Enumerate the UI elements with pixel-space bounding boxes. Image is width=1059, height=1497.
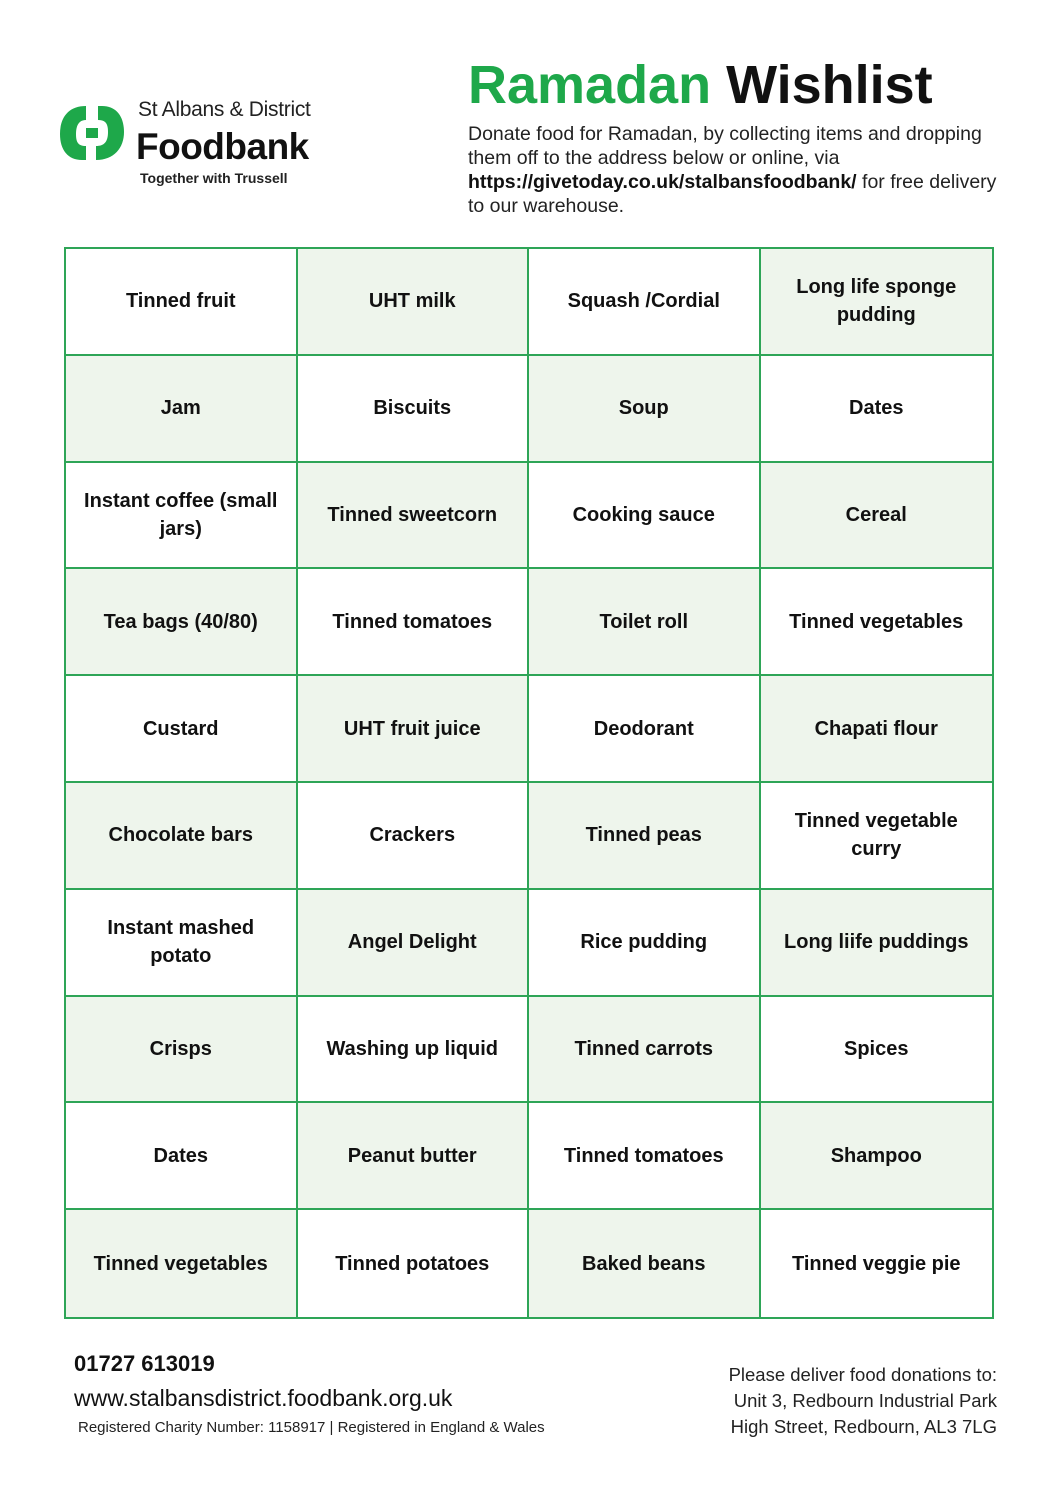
wishlist-item: Tinned peas: [529, 783, 761, 890]
delivery-address: [729, 1362, 997, 1440]
wishlist-item: Tinned tomatoes: [298, 569, 530, 676]
wishlist-item: Cereal: [761, 463, 993, 570]
wishlist-item: Tinned sweetcorn: [298, 463, 530, 570]
wishlist-item: Tinned vegetable curry: [761, 783, 993, 890]
wishlist-item: Tinned fruit: [66, 249, 298, 356]
wishlist-item: Tinned tomatoes: [529, 1103, 761, 1210]
wishlist-grid: [64, 247, 994, 1319]
wishlist-item: Deodorant: [529, 676, 761, 783]
logo-tagline: Together with Trussell: [140, 170, 288, 186]
wishlist-item: Jam: [66, 356, 298, 463]
wishlist-item: Biscuits: [298, 356, 530, 463]
wishlist-item: Long life sponge pudding: [761, 249, 993, 356]
wishlist-item: Shampoo: [761, 1103, 993, 1210]
wishlist-item: Dates: [761, 356, 993, 463]
foodbank-logo-icon: [56, 102, 128, 164]
wishlist-item: Instant mashed potato: [66, 890, 298, 997]
wishlist-item: Tinned veggie pie: [791, 1252, 961, 1275]
intro-before: Donate food for Ramadan, by collecting items and dropping them off to the address below or online, via: [468, 123, 982, 169]
wishlist-item: Tinned potatoes: [298, 1210, 530, 1317]
title-ramadan: Ramadan: [468, 55, 712, 115]
wishlist-item: Baked beans: [529, 1210, 761, 1317]
wishlist-item: UHT fruit juice: [298, 676, 530, 783]
wishlist-item: Custard: [66, 676, 298, 783]
logo-name: Foodbank: [136, 126, 309, 167]
wishlist-item: Toilet roll: [529, 569, 761, 676]
wishlist-item: Rice pudding: [529, 890, 761, 997]
wishlist-item: Tinned carrots: [529, 997, 761, 1104]
wishlist-item: Chocolate bars: [66, 783, 298, 890]
wishlist-item: Tinned vegetables: [761, 569, 993, 676]
wishlist-item: Crisps: [66, 997, 298, 1104]
logo-org-line: St Albans & District: [138, 98, 311, 121]
page-title: [468, 54, 933, 116]
wishlist-item: Soup: [529, 356, 761, 463]
title-wishlist: Wishlist: [726, 55, 933, 115]
phone-number[interactable]: 01727 613019: [74, 1351, 215, 1376]
intro-text: [468, 122, 1008, 218]
wishlist-item: Cooking sauce: [529, 463, 761, 570]
wishlist-item: Spices: [761, 997, 993, 1104]
donate-url-link[interactable]: https://givetoday.co.uk/stalbansfoodbank/: [468, 171, 857, 193]
foodbank-logo: [56, 96, 356, 196]
wishlist-item: Tinned vegetables: [66, 1210, 298, 1317]
intro-after: for free delivery to our warehouse.: [468, 171, 997, 217]
wishlist-item: Squash /Cordial: [529, 249, 761, 356]
wishlist-item: Long liife puddings: [761, 890, 993, 997]
charity-number: Registered Charity Number: 1158917 | Registered in England & Wales: [78, 1419, 545, 1436]
address-line-2: High Street, Redbourn, AL3 7LG: [730, 1416, 997, 1437]
wishlist-item: Tea bags (40/80): [66, 569, 298, 676]
wishlist-item: Crackers: [298, 783, 530, 890]
address-line-1: Unit 3, Redbourn Industrial Park: [733, 1390, 997, 1411]
wishlist-item: Angel Delight: [298, 890, 530, 997]
wishlist-item: Chapati flour: [761, 676, 993, 783]
wishlist-item: Peanut butter: [298, 1103, 530, 1210]
wishlist-item: Washing up liquid: [298, 997, 530, 1104]
wishlist-item: UHT milk: [298, 249, 530, 356]
website-link[interactable]: www.stalbansdistrict.foodbank.org.uk: [74, 1385, 453, 1411]
wishlist-item: Dates: [66, 1103, 298, 1210]
wishlist-item: Instant coffee (small jars): [66, 463, 298, 570]
delivery-heading: Please deliver food donations to:: [728, 1364, 997, 1385]
